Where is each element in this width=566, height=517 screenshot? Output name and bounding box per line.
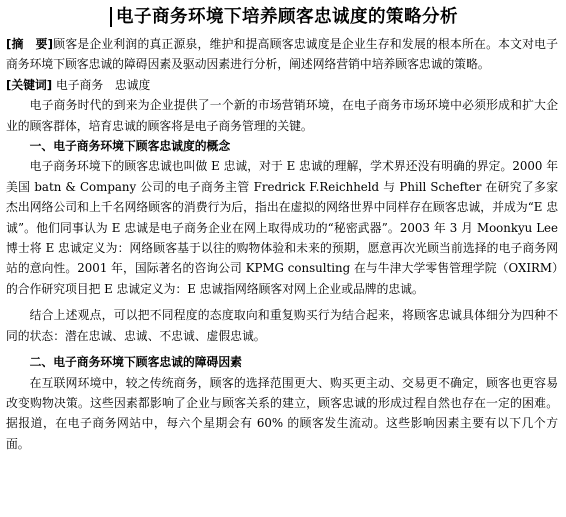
- section1-heading: 一、电子商务环境下顾客忠诚度的概念: [29, 139, 231, 154]
- intro-paragraph: 电子商务时代的到来为企业提供了一个新的市场营销环境，在电子商务市场环境中必须形成和扩大企业的顾客群体，培育忠诚的顾客将是电子商务管理的关键。: [6, 98, 558, 133]
- title-text: 电子商务环境下培养顾客忠诚度的策略分析: [110, 7, 458, 27]
- abstract-text: 顾客是企业利润的真正源泉，维护和提高顾客忠诚度是企业生存和发展的根本所在。本文对电子商务环境下顾客忠诚的障碍因素及驱动因素进行分析，阐述网络营销中培养顾客忠诚的策略。: [6, 37, 558, 72]
- keywords-tag: [关键词]: [6, 77, 53, 92]
- section1-paragraph-1: 电子商务环境下的顾客忠诚也叫做 E 忠诚，对于 E 忠诚的理解，学术界还没有明确的界定。2000 年美国 batn & Company 公司的电子商务主管 Fredrick F.Reichheld 与 Phill Schefter 在研究了多家杰出网络公司和上千名网络顾客的消费行为后，指出在虚拟的网络世界中同样存在顾客忠诚，并成为“E 忠诚”。他们同事认为 E 忠诚是电子商务企业在网上取得成功的“秘密武器”。2003 年 3 月 Moonkyu Lee 博士将 E 忠诚定义为：网络顾客基于以往的购物体验和未来的预期，愿意再次光顾当前选择的电子商务网站的意向性。2001 年，国际著名的咨询公司 KPMG consulting 在与牛津大学零售管理学院（OXIRM）的合作研究项目把 E 忠诚定义为：E 忠诚指网络顾客对网上企业或品牌的忠诚。: [6, 159, 558, 296]
- section2-paragraph-1: 在互联网环境中，较之传统商务，顾客的选择范围更大、购买更主动、交易更不确定，顾客也更容易改变购物决策。这些因素都影响了企业与顾客关系的建立，顾客忠诚的形成过程自然也存在一定的困难。据报道，在电子商务网站中，每六个星期会有 60% 的顾客发生流动。这些影响因素主要有以下几个方面。: [6, 375, 558, 451]
- keywords-text: 电子商务 忠诚度: [55, 77, 151, 92]
- section1-paragraph-2: 结合上述观点，可以把不同程度的态度取向和重复购买行为结合起来，将顾客忠诚具体细分为四种不同的状态：潜在忠诚、忠诚、不忠诚、虚假忠诚。: [6, 308, 558, 343]
- abstract-tag: [摘 要]: [6, 37, 54, 51]
- keywords: [6, 75, 558, 95]
- section2-heading: 二、电子商务环境下顾客忠诚的障碍因素: [29, 355, 242, 370]
- abstract: [6, 34, 558, 75]
- article-title: [6, 2, 558, 32]
